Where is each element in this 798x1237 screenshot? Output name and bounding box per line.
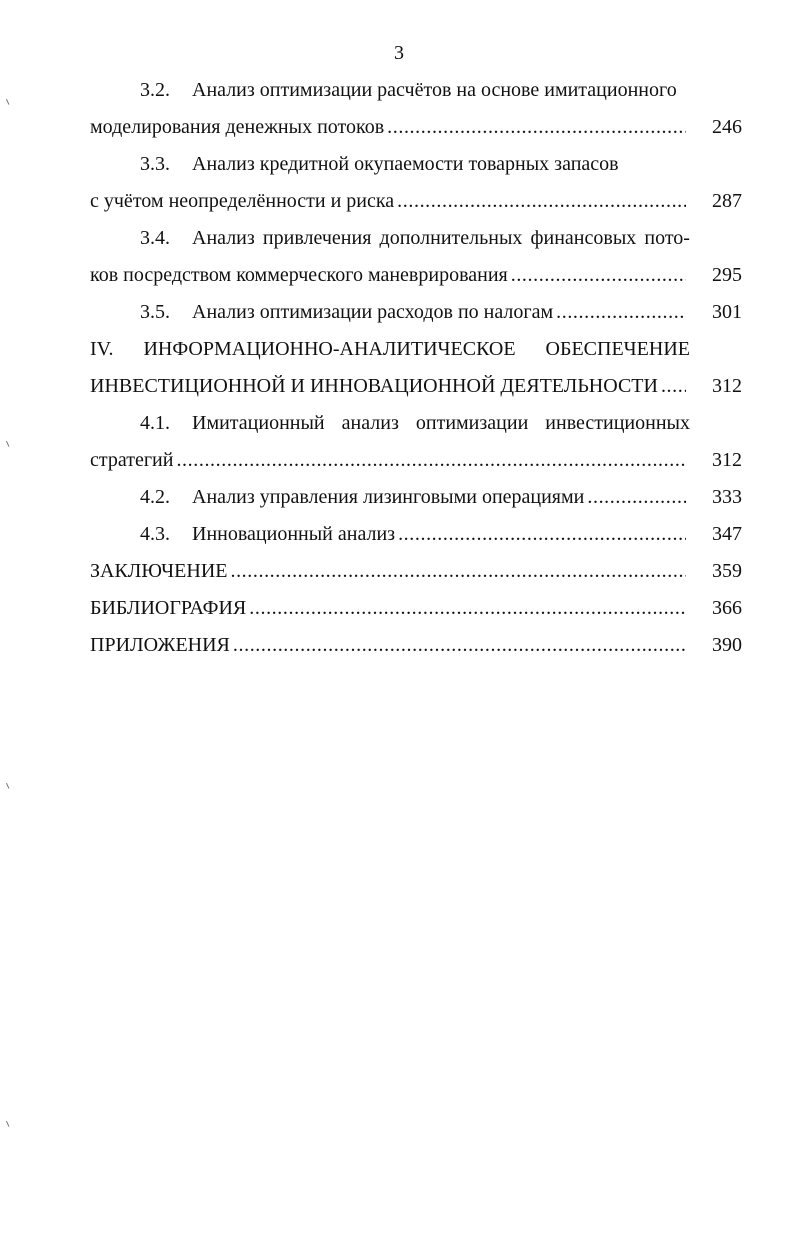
toc-page-number: 287: [712, 190, 742, 212]
dot-leader: [230, 553, 686, 590]
toc-entry-title: Анализ оптимизации расчётов на основе имитационного: [192, 79, 677, 101]
toc-page-number: 359: [712, 560, 742, 582]
toc-entry-title: [192, 220, 690, 257]
toc-page-number: 390: [712, 634, 742, 656]
word: инвестиционных: [545, 412, 690, 434]
scan-mark: [6, 97, 13, 105]
toc-page-number: 347: [712, 523, 742, 545]
toc-entry-4-3[interactable]: [90, 516, 742, 553]
toc-page-number: 295: [712, 264, 742, 286]
toc-entry-3-3-line2[interactable]: [90, 183, 742, 220]
toc-entry-title: ПРИЛОЖЕНИЯ: [90, 634, 230, 656]
toc-entry-text: Анализ управления лизинговыми операциями: [192, 486, 585, 508]
toc-page-number: 312: [712, 375, 742, 397]
dot-leader: [233, 627, 686, 664]
table-of-contents: [90, 72, 742, 664]
dot-leader: [387, 109, 686, 146]
toc-entry-text: Анализ оптимизации расходов по налогам: [192, 301, 554, 323]
toc-entry-number: 4.3.: [140, 523, 170, 545]
scan-mark: [6, 439, 13, 447]
toc-entry-3-5[interactable]: [90, 294, 742, 331]
dot-leader: [556, 294, 686, 331]
toc-entry-title: [140, 294, 553, 331]
toc-entry-conclusion[interactable]: [90, 553, 742, 590]
toc-entry-title: ЗАКЛЮЧЕНИЕ: [90, 560, 228, 582]
dot-leader: [397, 183, 686, 220]
toc-entry-appendices[interactable]: [90, 627, 742, 664]
toc-page-number: 333: [712, 486, 742, 508]
page-number: 3: [394, 42, 404, 64]
dot-leader: [661, 368, 686, 405]
toc-entry-3-2-line2[interactable]: [90, 109, 742, 146]
toc-entry-title: Анализ кредитной окупаемости товарных запасов: [192, 153, 619, 175]
toc-entry-title-cont: ков посредством коммерческого маневрирования: [90, 264, 508, 286]
toc-entry-3-4-line2[interactable]: [90, 257, 742, 294]
toc-entry-title-cont: стратегий: [90, 449, 174, 471]
toc-entry-4-1-line2[interactable]: [90, 442, 742, 479]
word: финансовых: [530, 227, 637, 249]
toc-entry-3-4-line1: [90, 220, 742, 257]
dot-leader: [587, 479, 686, 516]
toc-entry-title: [192, 405, 690, 442]
toc-entry-4-2[interactable]: [90, 479, 742, 516]
dot-leader: [176, 442, 686, 479]
word: Анализ: [192, 227, 255, 249]
word: анализ: [341, 412, 399, 434]
toc-entry-title: БИБЛИОГРАФИЯ: [90, 597, 247, 619]
scan-mark: [6, 1119, 13, 1127]
toc-entry-number: 4.1.: [140, 412, 170, 434]
toc-entry-number: IV.: [90, 338, 114, 360]
toc-entry-title-cont: ИНВЕСТИЦИОННОЙ И ИННОВАЦИОННОЙ ДЕЯТЕЛЬНОСТИ: [90, 375, 658, 397]
toc-entry-3-2-line1: [90, 72, 742, 109]
word: оптимизации: [415, 412, 529, 434]
toc-entry-bibliography[interactable]: [90, 590, 742, 627]
toc-page-number: 312: [712, 449, 742, 471]
toc-entry-title-cont: с учётом неопределённости и риска: [90, 190, 395, 212]
toc-page-number: 246: [712, 116, 742, 138]
word: пото-: [644, 227, 690, 249]
toc-entry-title: [140, 516, 395, 553]
word: Имитационный: [192, 412, 325, 434]
scan-mark: [6, 781, 13, 789]
toc-entry-text: Инновационный анализ: [192, 523, 396, 545]
dot-leader: [249, 590, 686, 627]
toc-entry-number: 3.5.: [140, 301, 170, 323]
toc-entry-3-3-line1: [90, 146, 742, 183]
dot-leader: [511, 257, 686, 294]
word: привлечения: [262, 227, 372, 249]
toc-page-number: 366: [712, 597, 742, 619]
dot-leader: [398, 516, 686, 553]
toc-entry-title-cont: моделирования денежных потоков: [90, 116, 385, 138]
word: ИНФОРМАЦИОННО-АНАЛИТИЧЕСКОЕ: [143, 338, 516, 360]
toc-entry-number: 3.2.: [140, 79, 170, 101]
toc-page-number: 301: [712, 301, 742, 323]
toc-entry-iv-line2[interactable]: [90, 368, 742, 405]
word: ОБЕСПЕЧЕНИЕ: [545, 338, 690, 360]
toc-entry-number: 3.4.: [140, 227, 170, 249]
toc-entry-number: 4.2.: [140, 486, 170, 508]
toc-entry-number: 3.3.: [140, 153, 170, 175]
toc-entry-title: [140, 479, 584, 516]
toc-entry-4-1-line1: [90, 405, 742, 442]
word: дополнительных: [379, 227, 523, 249]
toc-entry-iv-line1: [90, 331, 690, 368]
